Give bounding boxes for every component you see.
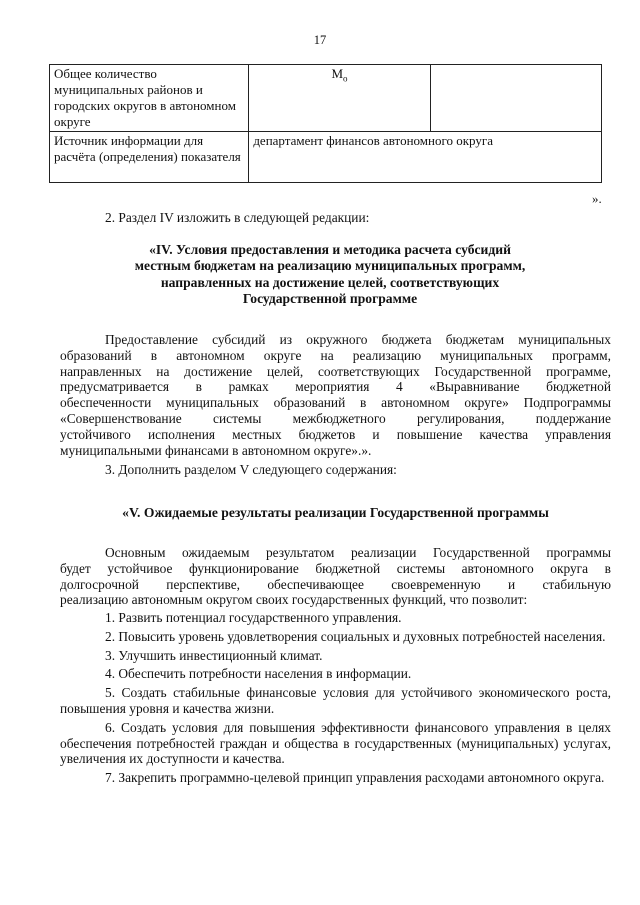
closing-quote: ». bbox=[592, 191, 602, 206]
results-list bbox=[60, 610, 611, 786]
text-line: муниципальными финансами в автономном округе».». bbox=[60, 442, 372, 458]
list-item: 6. Создать условия для повышения эффективности финансового управления в целях обеспечения потребностей граждан и общества в государственных (муниципальных) услугах, увеличения их доступности и качества. bbox=[60, 719, 611, 767]
table-cell-value: департамент финансов автономного округа bbox=[249, 132, 602, 183]
text-line: Предоставление субсидий из окружного бюджета бюджетам муниципальных bbox=[105, 332, 611, 347]
list-item: 1. Развить потенциал государственного управления. bbox=[105, 610, 402, 625]
list-item: 7. Закрепить программно-целевой принцип управления расходами автономного округа. bbox=[105, 770, 605, 786]
text-line: долгосрочной перспективе, обеспечивающее своевременную и стабильную bbox=[60, 576, 611, 592]
text-line: образований в автономном округе на реализацию муниципальных программ, bbox=[60, 347, 611, 363]
text-line: устойчивого исполнения местных бюджетов и повышение качества управления bbox=[60, 426, 611, 442]
page-number: 17 bbox=[313, 33, 327, 47]
list-item: 5. Создать стабильные финансовые условия для устойчивого экономического роста, повышения уровня и качества жизни. bbox=[60, 685, 611, 716]
section-4-heading bbox=[90, 242, 570, 308]
amendment-item-2: 2. Раздел IV изложить в следующей редакции: bbox=[105, 210, 370, 225]
text-line: реализацию автономным округом своих государственных функций, что позволит: bbox=[60, 592, 528, 608]
table-row bbox=[50, 132, 602, 183]
text-line: Основным ожидаемым результатом реализации Государственной программы bbox=[105, 545, 611, 560]
heading-line: Государственной программе bbox=[242, 291, 418, 307]
table-cell-empty bbox=[430, 65, 601, 132]
heading-line: местным бюджетам на реализацию муниципальных программ, bbox=[134, 258, 526, 274]
table-cell-label: Источник информации для расчёта (определения) показателя bbox=[50, 132, 249, 183]
text-line: «Совершенствование системы межбюджетного регулирования, поддержание bbox=[60, 410, 611, 426]
section-5-heading: «V. Ожидаемые результаты реализации Государственной программы bbox=[122, 505, 549, 520]
table-cell-label: Общее количество муниципальных районов и городских округов в автономном округе bbox=[50, 65, 249, 132]
heading-line: направленных на достижение целей, соответствующих bbox=[160, 274, 500, 290]
list-item: 4. Обеспечить потребности населения в информации. bbox=[105, 666, 412, 682]
indicator-table bbox=[49, 64, 602, 183]
text-line: будет устойчивое функционирование бюджетной системы автономного округа в bbox=[60, 560, 611, 576]
list-item: 3. Улучшить инвестиционный климат. bbox=[105, 647, 323, 663]
heading-line: «IV. Условия предоставления и методика расчета субсидий bbox=[149, 242, 511, 257]
amendment-item-3: 3. Дополнить разделом V следующего содержания: bbox=[105, 462, 397, 477]
list-item: 2. Повысить уровень удовлетворения социальных и духовных потребностей населения. bbox=[105, 628, 606, 644]
table-row bbox=[50, 65, 602, 132]
table-cell-value: $M_o$ bbox=[249, 65, 430, 132]
text-line: обеспеченности муниципальных образований в автономном округе» Подпрограммы bbox=[60, 395, 611, 411]
section-4-paragraph bbox=[60, 332, 611, 458]
section-5-intro bbox=[60, 545, 611, 608]
text-line: направленных на достижение целей, соответствующих Государственной программе, bbox=[60, 363, 611, 379]
text-line: предусматривается в рамках мероприятия 4 «Выравнивание бюджетной bbox=[60, 379, 611, 395]
